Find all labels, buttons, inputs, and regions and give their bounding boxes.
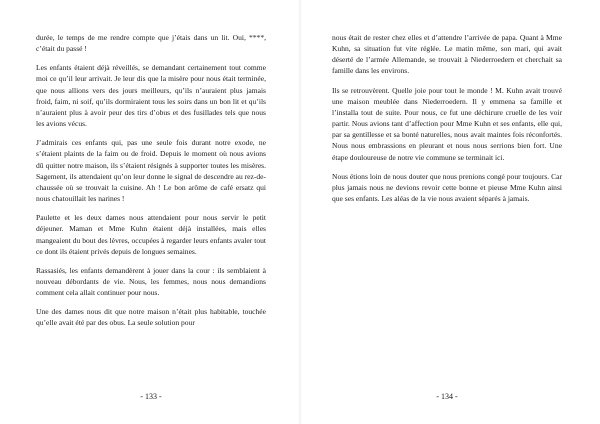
right-paragraph-2: Ils se retrouvèrent. Quelle joie pour tout le monde ! M. Kuhn avait trouvé une maison meublée dans Niederroedern. Il y emmena sa famille et l’installa tout de suite. Pour nous, ce fut une déchirure cruelle de les voir partir. Nous avions tant d’affection pour Mme Kuhn et ses enfants, elle qui, par sa gentillesse et sa bonté naturelles, nous avait maintes fois réconfortés. Nous nous embrassions en pleurant et nous nous serrions bien fort. Une étape douloureuse de notre vie commune se terminait ici.	[332, 85, 562, 162]
left-paragraph-4: Paulette et les deux dames nous attendaient pour nous servir le petit déjeuner. Maman et Mme Kuhn étaient déjà installées, mais elles mangeaient du bout des lèvres, occupées à regarder leurs enfants avaler tout ce dont ils étaient privés depuis de longues semaines.	[36, 213, 266, 256]
right-paragraph-1: nous était de rester chez elles et d’attendre l’arrivée de papa. Quant à Mme Kuhn, sa situation fut vite réglée. Le matin même, son mari, qui avait déserté de l’armée Allemande, se trouvait à Niederroedern et cherchait sa famille dans les environs.	[332, 33, 562, 76]
left-paragraph-1: durée, le temps de me rendre compte que j’étais dans un lit. Oui, ****, c’était du passé !	[36, 33, 266, 54]
right-page-number: - 134 -	[436, 392, 458, 401]
left-paragraph-3: J’admirais ces enfants qui, pas une seule fois durant notre exode, ne s’étaient plaints de la faim ou de froid. Depuis le moment où nous avions dû quitter notre maison, ils s’étaient résignés à supporter toutes les misères. Sagement, ils attendaient qu’on leur donne le signal de descendre au rez-de-chaussée où se trouvait la cuisine. Ah ! Le bon arôme de café ersatz qui nous chatouillait les narines !	[36, 138, 266, 204]
left-paragraph-6: Une des dames nous dit que notre maison n’était plus habitable, touchée qu’elle avait été par des obus. La seule solution pour	[36, 307, 266, 328]
right-page	[332, 32, 562, 212]
left-paragraph-2: Les enfants étaient déjà réveillés, se demandant certainement tout comme moi ce qu’il leur arrivait. Je leur dis que la misère pour nous était terminée, que nous allions vers des jours meilleurs, qu’ils n’auraient plus jamais froid, faim, ni soif, qu’ils dormiraient tous les soirs dans un bon lit et qu’ils n’auraient plus à avoir peur des tirs d’obus et des fusillades tels que nous les avions vécus.	[36, 63, 266, 129]
right-paragraph-3: Nous étions loin de nous douter que nous prenions congé pour toujours. Car plus jamais nous ne devions revoir cette bonne et pieuse Mme Kuhn ainsi que ses enfants. Les aléas de la vie nous avaient séparés à jamais.	[332, 171, 562, 204]
left-page	[36, 32, 266, 337]
left-paragraph-5: Rassasiés, les enfants demandèrent à jouer dans la cour : ils semblaient à nouveau débordants de vie. Nous, les femmes, nous nous demandions comment cela allait continuer pour nous.	[36, 265, 266, 298]
book-gutter	[298, 0, 302, 424]
left-page-number: - 133 -	[140, 392, 162, 401]
